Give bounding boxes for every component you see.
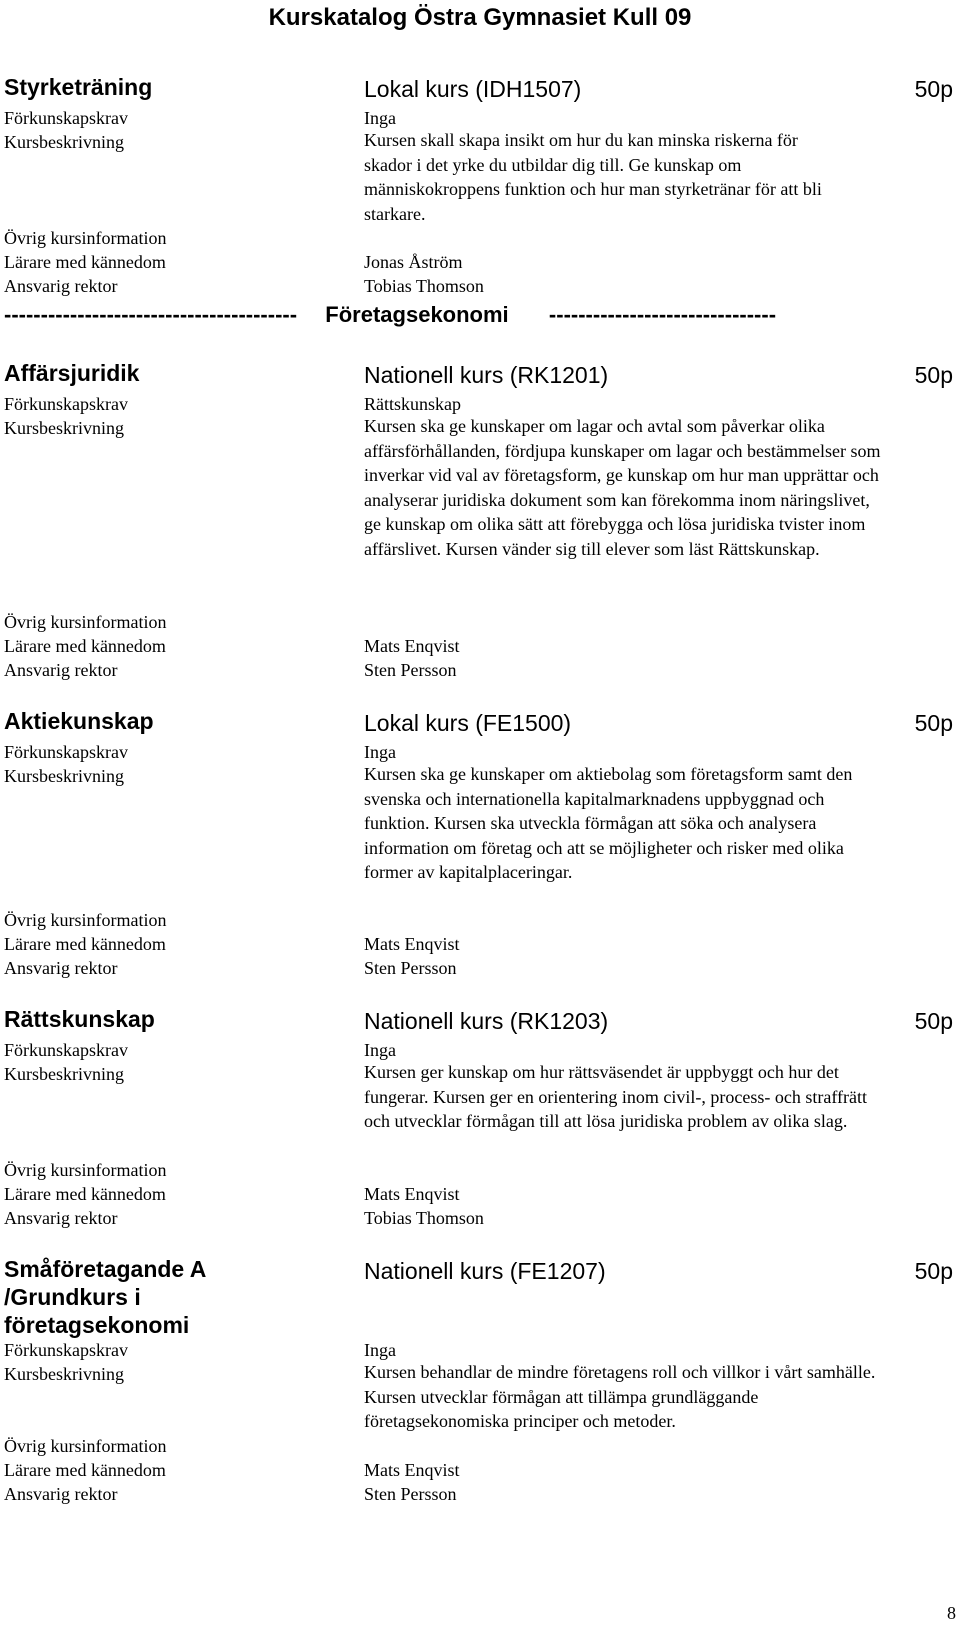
course-description: Kursen ger kunskap om hur rättsväsendet är uppbyggt och hur det fungerar. Kursen ger en orientering inom civil-, process- och straffrätt och utvecklar förmågan till att lösa juridiska problem av olika slag.: [364, 1062, 867, 1131]
prerequisite-value: Inga: [364, 108, 396, 128]
teacher-label: Lärare med kännedom: [4, 1184, 166, 1204]
other-info-label: Övrig kursinformation: [4, 228, 167, 248]
teacher-name: Mats Enqvist: [364, 934, 460, 954]
description-label: Kursbeskrivning: [4, 132, 124, 152]
prerequisite-value: Inga: [364, 1340, 396, 1360]
other-info-label: Övrig kursinformation: [4, 910, 167, 930]
teacher-label: Lärare med kännedom: [4, 1460, 166, 1480]
description-label: Kursbeskrivning: [4, 766, 124, 786]
principal-label: Ansvarig rektor: [4, 1484, 118, 1504]
course-description: Kursen behandlar de mindre företagens roll och villkor i vårt samhälle. Kursen utvecklar förmågan att tillämpa grundläggande företagsekonomiska principer och metoder.: [364, 1362, 876, 1431]
principal-name: Sten Persson: [364, 1484, 457, 1504]
section-divider: [4, 302, 776, 328]
divider-dashes-right: -------------------------------: [548, 302, 777, 327]
teacher-name: Mats Enqvist: [364, 1184, 460, 1204]
course-type: Lokal kurs (IDH1507): [364, 76, 582, 102]
other-info-label: Övrig kursinformation: [4, 1160, 167, 1180]
course-type: Nationell kurs (RK1203): [364, 1008, 609, 1034]
principal-label: Ansvarig rektor: [4, 1208, 118, 1228]
prerequisite-label: Förkunskapskrav: [4, 742, 128, 762]
course-name: Rättskunskap: [4, 1006, 155, 1032]
principal-name: Tobias Thomson: [364, 276, 484, 296]
teacher-label: Lärare med kännedom: [4, 636, 166, 656]
teacher-name: Mats Enqvist: [364, 1460, 460, 1480]
principal-name: Sten Persson: [364, 958, 457, 978]
course-name-line-2: /Grundkurs i: [4, 1284, 141, 1310]
teacher-name: Mats Enqvist: [364, 636, 460, 656]
description-label: Kursbeskrivning: [4, 1064, 124, 1084]
prerequisite-value: Inga: [364, 742, 396, 762]
course-type: Nationell kurs (FE1207): [364, 1258, 606, 1284]
course-name: Styrketräning: [4, 74, 153, 100]
course-points: 50p: [914, 710, 953, 736]
prerequisite-label: Förkunskapskrav: [4, 108, 128, 128]
course-description: Kursen skall skapa insikt om hur du kan minska riskerna för skador i det yrke du utbildar dig till. Ge kunskap om människokroppens funktion och hur man styrketränar för att bli starkare.: [364, 130, 822, 224]
course-points: 50p: [914, 76, 953, 102]
principal-name: Sten Persson: [364, 660, 457, 680]
course-points: 50p: [914, 362, 953, 388]
other-info-label: Övrig kursinformation: [4, 1436, 167, 1456]
course-name-line-1: Småföretagande A: [4, 1256, 207, 1282]
teacher-label: Lärare med kännedom: [4, 934, 166, 954]
page-number: 8: [947, 1603, 956, 1623]
section-title: Företagsekonomi: [325, 302, 509, 327]
prerequisite-label: Förkunskapskrav: [4, 394, 128, 414]
principal-name: Tobias Thomson: [364, 1208, 484, 1228]
course-description: Kursen ska ge kunskaper om aktiebolag som företagsform samt den svenska och internationella kapitalmarknadens uppbyggnad och funktion. Kursen ska utveckla förmågan att söka och analysera information om företag och att se möjligheter och risker med olika former av kapitalplaceringar.: [364, 764, 853, 882]
principal-label: Ansvarig rektor: [4, 276, 118, 296]
teacher-name: Jonas Åström: [364, 252, 463, 272]
course-points: 50p: [914, 1258, 953, 1284]
principal-label: Ansvarig rektor: [4, 660, 118, 680]
divider-dashes-left: ----------------------------------------: [4, 302, 298, 327]
course-description: Kursen ska ge kunskaper om lagar och avtal som påverkar olika affärsförhållanden, fördjupa kunskaper om lagar och bestämmelser som inverkar vid val av företagsform, ge kunskap om hur man upprättar och analyserar juridiska dokument som kan förekomma inom näringslivet, ge kunskap om olika sätt att förebygga och lösa juridiska tvister inom affärslivet. Kursen vänder sig till elever som läst Rättskunskap.: [364, 416, 881, 559]
course-points: 50p: [914, 1008, 953, 1034]
prerequisite-label: Förkunskapskrav: [4, 1340, 128, 1360]
course-name: Affärsjuridik: [4, 360, 140, 386]
course-type: Lokal kurs (FE1500): [364, 710, 572, 736]
principal-label: Ansvarig rektor: [4, 958, 118, 978]
course-name-line-3: företagsekonomi: [4, 1312, 190, 1338]
description-label: Kursbeskrivning: [4, 418, 124, 438]
course-type: Nationell kurs (RK1201): [364, 362, 609, 388]
document-title: Kurskatalog Östra Gymnasiet Kull 09: [268, 4, 692, 31]
other-info-label: Övrig kursinformation: [4, 612, 167, 632]
prerequisite-value: Rättskunskap: [364, 394, 461, 414]
teacher-label: Lärare med kännedom: [4, 252, 166, 272]
course-name: Aktiekunskap: [4, 708, 154, 734]
prerequisite-label: Förkunskapskrav: [4, 1040, 128, 1060]
description-label: Kursbeskrivning: [4, 1364, 124, 1384]
prerequisite-value: Inga: [364, 1040, 396, 1060]
